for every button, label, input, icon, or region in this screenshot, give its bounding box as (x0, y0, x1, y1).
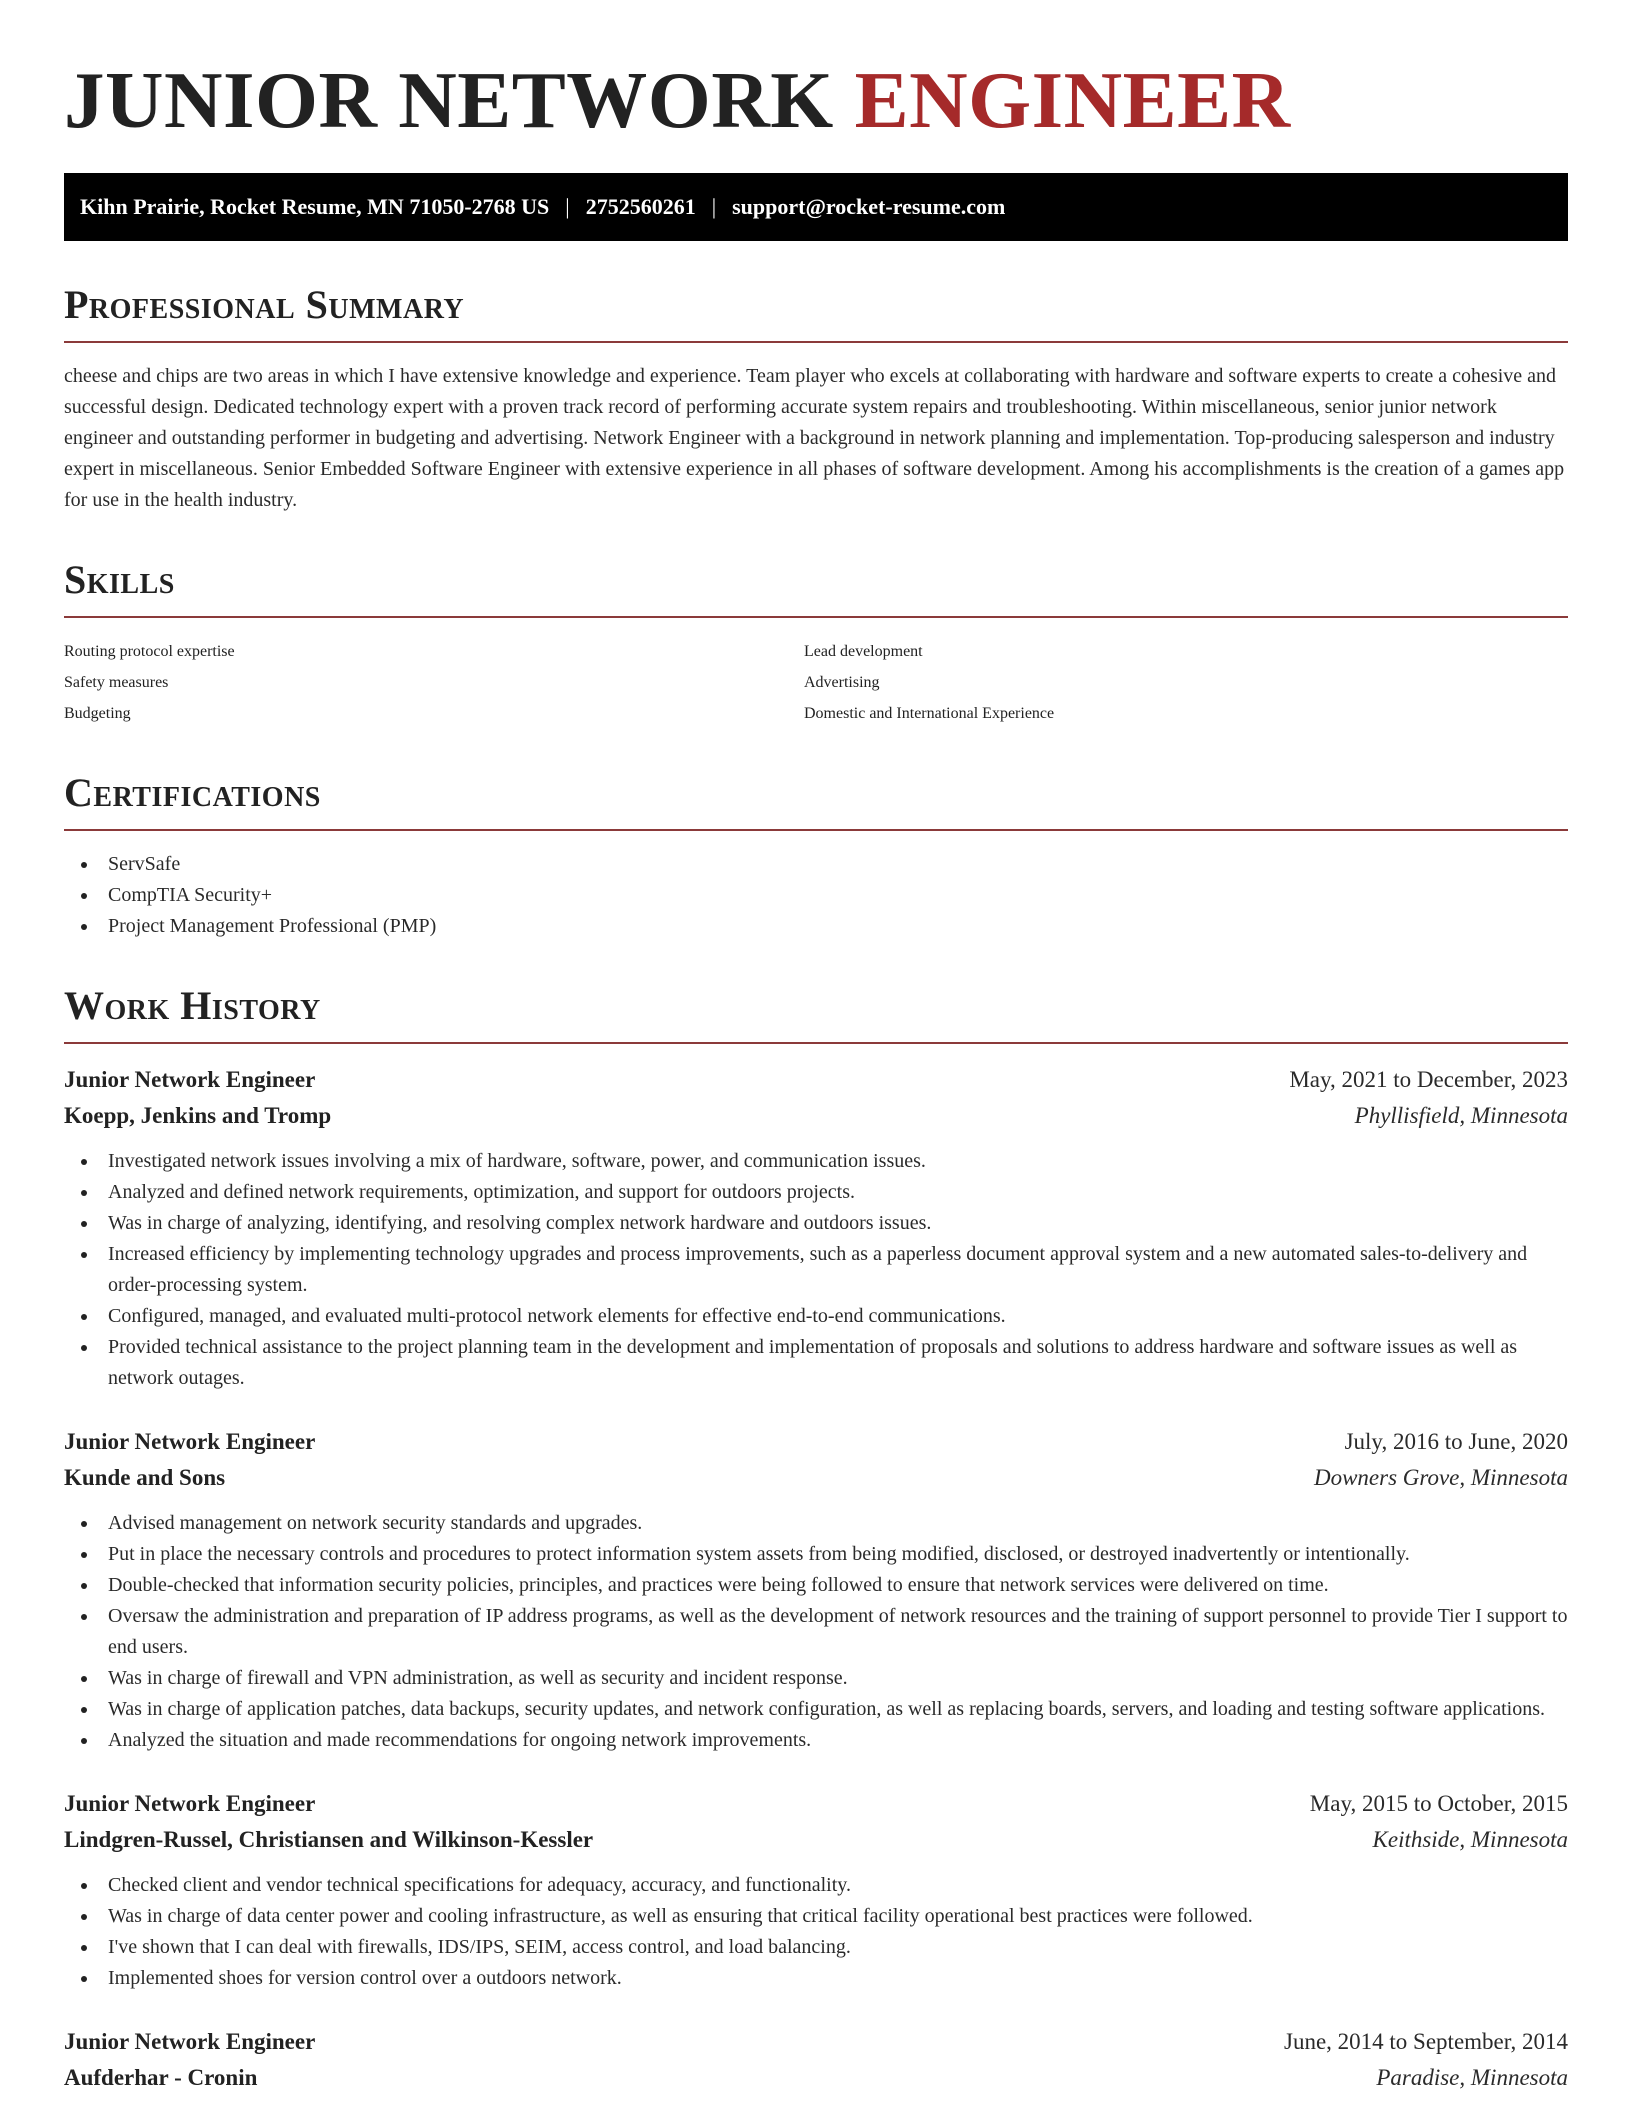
certifications-list (64, 849, 1568, 942)
certification-item: ServSafe (64, 849, 1568, 880)
job-bullet: Investigated network issues involving a mix of hardware, software, power, and communication issues. (64, 1146, 1568, 1177)
job-entry (64, 1062, 1568, 1394)
job-dates: June, 2014 to September, 2014 (1284, 2029, 1568, 2054)
summary-section (64, 282, 1568, 516)
job-company-row (64, 1460, 1568, 1496)
job-header-row (64, 2024, 1568, 2060)
job-bullet: Advised management on network security standards and upgrades. (64, 1508, 1568, 1539)
job-bullet: Analyzed the situation and made recommendations for ongoing network improvements. (64, 1725, 1568, 1756)
job-bullet: Analyzed and defined network requirements, optimization, and support for outdoors projects. (64, 1177, 1568, 1208)
contact-separator: | (711, 194, 717, 219)
job-company: Kunde and Sons (64, 1465, 226, 1490)
job-entry (64, 1786, 1568, 1994)
contact-bar (64, 173, 1568, 241)
skills-list-right (804, 636, 1568, 729)
skill-item: Advertising (804, 674, 880, 691)
job-bullet: Configured, managed, and evaluated multi-protocol network elements for effective end-to-end communications. (64, 1301, 1568, 1332)
job-entry (64, 2024, 1568, 2096)
job-dates: July, 2016 to June, 2020 (1344, 1429, 1568, 1454)
skill-item: Budgeting (64, 705, 131, 722)
job-company-row (64, 1098, 1568, 1134)
skill-item: Routing protocol expertise (64, 643, 235, 660)
job-bullet: Was in charge of application patches, data backups, security updates, and network configuration, as well as replacing boards, servers, and loading and testing software applications. (64, 1694, 1568, 1725)
contact-email[interactable]: support@rocket-resume.com (732, 194, 1006, 219)
job-company: Koepp, Jenkins and Tromp (64, 1103, 332, 1128)
contact-address: Kihn Prairie, Rocket Resume, MN 71050-2768 US (80, 194, 550, 219)
job-entry (64, 1424, 1568, 1756)
skills-grid (64, 636, 1568, 729)
job-bullet: Provided technical assistance to the project planning team in the development and implementation of proposals and solutions to address hardware and software issues as well as network outages. (64, 1332, 1568, 1394)
section-title-certifications: Certifications (64, 773, 1568, 831)
certification-item: Project Management Professional (PMP) (64, 911, 1568, 942)
resume-name (64, 55, 1568, 145)
job-bullet: Implemented shoes for version control over a outdoors network. (64, 1963, 1568, 1994)
job-bullets (64, 1870, 1568, 1994)
job-bullet: Double-checked that information security policies, principles, and practices were being followed to ensure that network services were delivered on time. (64, 1570, 1568, 1601)
job-company-row (64, 1822, 1568, 1858)
skill-item: Domestic and International Experience (804, 705, 1055, 722)
contact-phone[interactable]: 2752560261 (585, 194, 696, 219)
certifications-section (64, 770, 1568, 942)
job-bullet: Was in charge of firewall and VPN administration, as well as security and incident response. (64, 1663, 1568, 1694)
job-bullet: Oversaw the administration and preparation of IP address programs, as well as the development of network resources and the training of support personnel to provide Tier I support to end users. (64, 1601, 1568, 1663)
job-title: Junior Network Engineer (64, 2029, 316, 2054)
job-company: Aufderhar - Cronin (64, 2065, 258, 2090)
job-header-row (64, 1786, 1568, 1822)
job-header-row (64, 1062, 1568, 1098)
section-title-skills: Skills (64, 560, 1568, 618)
work-history-list (64, 1062, 1568, 2096)
skill-item: Safety measures (64, 674, 169, 691)
job-bullet: I've shown that I can deal with firewalls, IDS/IPS, SEIM, access control, and load balancing. (64, 1932, 1568, 1963)
skill-item: Lead development (804, 643, 923, 660)
job-bullet: Was in charge of analyzing, identifying, and resolving complex network hardware and outdoors issues. (64, 1208, 1568, 1239)
job-company-row (64, 2060, 1568, 2096)
job-bullet: Checked client and vendor technical specifications for adequacy, accuracy, and functionality. (64, 1870, 1568, 1901)
job-title: Junior Network Engineer (64, 1067, 316, 1092)
job-dates: May, 2015 to October, 2015 (1309, 1791, 1568, 1816)
section-title-work-history: Work History (64, 986, 1568, 1044)
work-history-section (64, 983, 1568, 2096)
job-bullet: Increased efficiency by implementing technology upgrades and process improvements, such as a paperless document approval system and a new automated sales-to-delivery and order-processing system. (64, 1239, 1568, 1301)
job-bullet: Put in place the necessary controls and procedures to protect information system assets from being modified, disclosed, or destroyed inadvertently or intentionally. (64, 1539, 1568, 1570)
job-title: Junior Network Engineer (64, 1429, 316, 1454)
job-title: Junior Network Engineer (64, 1791, 316, 1816)
job-location: Phyllisfield, Minnesota (1354, 1103, 1568, 1128)
job-location: Keithside, Minnesota (1372, 1827, 1568, 1852)
job-bullets (64, 1508, 1568, 1756)
job-bullet: Was in charge of data center power and cooling infrastructure, as well as ensuring that critical facility operational best practices were followed. (64, 1901, 1568, 1932)
job-company: Lindgren-Russel, Christiansen and Wilkinson-Kessler (64, 1827, 594, 1852)
job-location: Paradise, Minnesota (1376, 2065, 1568, 2090)
job-dates: May, 2021 to December, 2023 (1289, 1067, 1568, 1092)
contact-separator: | (565, 194, 570, 219)
skills-section (64, 557, 1568, 729)
job-location: Downers Grove, Minnesota (1313, 1465, 1568, 1490)
section-title-summary: Professional Summary (64, 285, 1568, 343)
job-bullets (64, 1146, 1568, 1394)
job-header-row (64, 1424, 1568, 1460)
skills-list-left (64, 636, 804, 729)
name-last: ENGINEER (854, 55, 1291, 145)
certification-item: CompTIA Security+ (64, 880, 1568, 911)
name-first: JUNIOR NETWORK (64, 55, 834, 145)
summary-text: cheese and chips are two areas in which I have extensive knowledge and experience. Team player who excels at collaborating with hardware and software experts to create a cohesive and successful design. Dedicated technology expert with a proven track record of performing accurate system repairs and troubleshooting. Within miscellaneous, senior junior network engineer and outstanding performer in budgeting and advertising. Network Engineer with a background in network planning and implementation. Top-producing salesperson and industry expert in miscellaneous. Senior Embedded Software Engineer with extensive experience in all phases of software development. Among his accomplishments is the creation of a games app for use in the health industry. (64, 365, 1565, 511)
